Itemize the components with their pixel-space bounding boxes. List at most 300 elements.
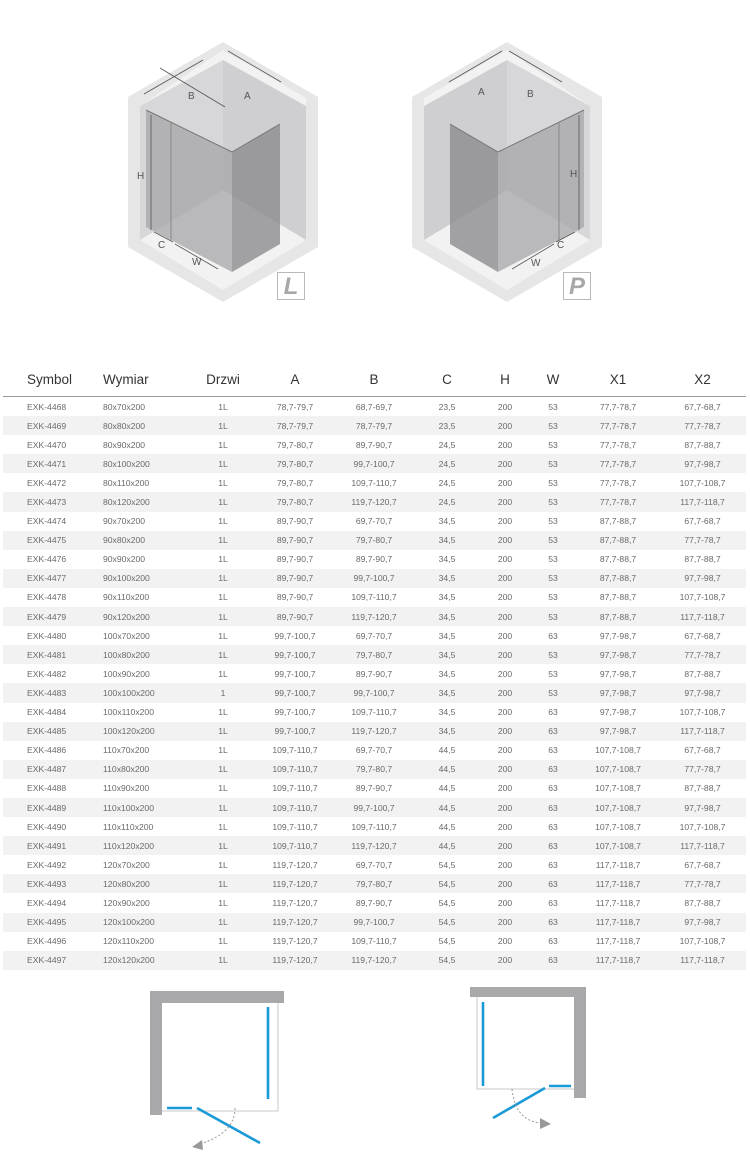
cell-x2: 107,7-108,7 <box>679 936 726 947</box>
table-row <box>3 855 746 874</box>
cell-symbol: EXK-4489 <box>3 798 95 817</box>
cell-w: 63 <box>548 821 558 832</box>
wall-top <box>150 991 284 1003</box>
cell-b: 69,7-70,7 <box>355 859 393 870</box>
cell-b: 79,7-80,7 <box>335 760 413 779</box>
cell-symbol: EXK-4476 <box>27 554 67 565</box>
wall-right <box>574 987 586 1098</box>
cell-wymiar: 90x70x200 <box>103 516 146 527</box>
cell-symbol: EXK-4488 <box>27 783 67 794</box>
cell-c: 24,5 <box>413 454 481 473</box>
cell-x2: 107,7-108,7 <box>679 477 726 488</box>
cell-symbol: EXK-4495 <box>3 913 95 932</box>
cell-h: 200 <box>497 783 513 794</box>
header-a: A <box>255 362 335 397</box>
cell-symbol: EXK-4472 <box>27 477 67 488</box>
cell-x1: 107,7-108,7 <box>595 821 641 832</box>
table-row <box>3 951 746 970</box>
cell-c: 24,5 <box>413 492 481 511</box>
cell-a: 119,7-120,7 <box>255 951 335 970</box>
cell-h: 200 <box>497 897 513 908</box>
cell-symbol: EXK-4471 <box>3 454 95 473</box>
table-row <box>3 512 746 531</box>
cell-w: 53 <box>529 531 577 550</box>
cell-x1: 117,7-118,7 <box>595 936 641 947</box>
cell-wymiar: 120x70x200 <box>103 859 150 870</box>
cell-x1: 87,7-88,7 <box>577 569 659 588</box>
cell-c: 44,5 <box>438 783 456 794</box>
cell-a: 109,7-110,7 <box>272 783 318 794</box>
cell-x1: 87,7-88,7 <box>577 607 659 626</box>
cell-x2: 67,7-68,7 <box>684 745 721 756</box>
cell-x1: 107,7-108,7 <box>577 760 659 779</box>
cell-c: 54,5 <box>438 897 456 908</box>
cell-wymiar: 80x120x200 <box>95 492 191 511</box>
dim-label-a: A <box>244 91 251 102</box>
table-row <box>3 874 746 893</box>
cell-h: 200 <box>481 951 529 970</box>
cell-w: 63 <box>529 798 577 817</box>
orientation-badge-right: P <box>563 272 591 300</box>
cell-h: 200 <box>481 607 529 626</box>
cell-c: 23,5 <box>438 401 456 412</box>
cell-symbol: EXK-4479 <box>3 607 95 626</box>
cell-x2: 67,7-68,7 <box>684 630 721 641</box>
cell-h: 200 <box>481 492 529 511</box>
cell-h: 200 <box>481 722 529 741</box>
cell-x2: 117,7-118,7 <box>659 836 746 855</box>
cell-x2: 107,7-108,7 <box>679 592 726 603</box>
table-row <box>3 836 746 855</box>
table-header-row <box>3 362 746 397</box>
header-drzwi: Drzwi <box>191 362 255 397</box>
cell-x1: 77,7-78,7 <box>577 416 659 435</box>
cell-a: 89,7-90,7 <box>255 531 335 550</box>
cell-a: 79,7-80,7 <box>276 477 314 488</box>
cell-x2: 107,7-108,7 <box>679 707 726 718</box>
dim-label-b: B <box>527 89 534 100</box>
shower-enclosure-left-diagram <box>128 42 318 302</box>
cell-c: 24,5 <box>438 439 456 450</box>
shower-enclosure-right-diagram <box>412 42 602 302</box>
cell-x1: 87,7-88,7 <box>599 554 637 565</box>
cell-x1: 117,7-118,7 <box>595 897 641 908</box>
header-h: H <box>481 362 529 397</box>
cell-w: 63 <box>548 897 558 908</box>
cell-h: 200 <box>497 516 513 527</box>
cell-w: 63 <box>548 745 558 756</box>
cell-a: 89,7-90,7 <box>255 607 335 626</box>
cell-b: 119,7-120,7 <box>335 951 413 970</box>
cell-b: 99,7-100,7 <box>335 569 413 588</box>
table-row <box>3 893 746 912</box>
cell-b: 89,7-90,7 <box>355 897 393 908</box>
cell-drzwi: 1L <box>218 668 228 679</box>
cell-x2: 67,7-68,7 <box>684 859 721 870</box>
table-row <box>3 473 746 492</box>
door-glass <box>493 1088 545 1118</box>
floor-plan-left <box>140 983 300 1153</box>
cell-b: 79,7-80,7 <box>335 531 413 550</box>
tray-outline <box>162 1003 278 1111</box>
table-row <box>3 588 746 607</box>
cell-w: 63 <box>548 783 558 794</box>
cell-x1: 87,7-88,7 <box>577 531 659 550</box>
cell-b: 99,7-100,7 <box>335 454 413 473</box>
header-w: W <box>529 362 577 397</box>
cell-a: 79,7-80,7 <box>276 439 314 450</box>
cell-w: 53 <box>529 416 577 435</box>
dim-label-c: C <box>557 240 565 251</box>
cell-h: 200 <box>481 836 529 855</box>
cell-x1: 97,7-98,7 <box>577 683 659 702</box>
cell-h: 200 <box>481 760 529 779</box>
orientation-badge-left: L <box>277 272 305 300</box>
cell-symbol: EXK-4494 <box>27 897 67 908</box>
cell-c: 34,5 <box>438 668 456 679</box>
cell-c: 24,5 <box>438 477 456 488</box>
cell-b: 109,7-110,7 <box>351 707 397 718</box>
table-row <box>3 817 746 836</box>
cell-a: 99,7-100,7 <box>274 630 316 641</box>
dim-label-c: C <box>158 240 166 251</box>
cell-a: 119,7-120,7 <box>272 936 318 947</box>
cell-c: 34,5 <box>438 630 456 641</box>
table-row <box>3 397 746 417</box>
cell-wymiar: 100x90x200 <box>103 668 150 679</box>
cell-b: 69,7-70,7 <box>355 516 393 527</box>
cell-wymiar: 100x100x200 <box>95 683 191 702</box>
cell-a: 99,7-100,7 <box>274 707 316 718</box>
table-row <box>3 722 746 741</box>
cell-w: 53 <box>548 439 558 450</box>
cell-h: 200 <box>497 936 513 947</box>
cell-drzwi: 1L <box>191 416 255 435</box>
floor-plan-right <box>465 982 595 1132</box>
cell-w: 53 <box>529 645 577 664</box>
table-row <box>3 760 746 779</box>
table-row <box>3 626 746 645</box>
table-row <box>3 683 746 702</box>
cell-x2: 67,7-68,7 <box>684 401 721 412</box>
table-row <box>3 454 746 473</box>
cell-b: 99,7-100,7 <box>335 683 413 702</box>
cell-x1: 77,7-78,7 <box>599 401 637 412</box>
cell-h: 200 <box>481 645 529 664</box>
cell-h: 200 <box>497 401 513 412</box>
cell-drzwi: 1L <box>191 798 255 817</box>
cell-x2: 77,7-78,7 <box>659 645 746 664</box>
cell-a: 89,7-90,7 <box>276 554 314 565</box>
cell-c: 34,5 <box>413 683 481 702</box>
cell-w: 53 <box>548 668 558 679</box>
cell-drzwi: 1L <box>218 516 228 527</box>
cell-x1: 77,7-78,7 <box>599 477 637 488</box>
cell-x2: 117,7-118,7 <box>659 951 746 970</box>
cell-b: 69,7-70,7 <box>355 630 393 641</box>
cell-wymiar: 80x110x200 <box>103 477 150 488</box>
cell-w: 53 <box>529 683 577 702</box>
cell-wymiar: 110x90x200 <box>103 783 150 794</box>
wall-left <box>150 991 162 1115</box>
table-row <box>3 932 746 951</box>
cell-symbol: EXK-4493 <box>3 874 95 893</box>
cell-b: 68,7-69,7 <box>355 401 393 412</box>
cell-w: 53 <box>529 492 577 511</box>
cell-x1: 97,7-98,7 <box>599 707 637 718</box>
cell-symbol: EXK-4469 <box>3 416 95 435</box>
header-x2: X2 <box>659 362 746 397</box>
cell-symbol: EXK-4482 <box>27 668 67 679</box>
cell-w: 53 <box>548 477 558 488</box>
cell-x2: 87,7-88,7 <box>684 554 721 565</box>
cell-x2: 117,7-118,7 <box>659 722 746 741</box>
cell-h: 200 <box>497 439 513 450</box>
cell-wymiar: 110x110x200 <box>103 821 154 832</box>
cell-symbol: EXK-4475 <box>3 531 95 550</box>
cell-c: 44,5 <box>438 745 456 756</box>
dim-label-h: H <box>137 171 145 182</box>
cell-b: 89,7-90,7 <box>355 668 393 679</box>
cell-drzwi: 1L <box>218 745 228 756</box>
cell-x1: 117,7-118,7 <box>577 913 659 932</box>
cell-b: 79,7-80,7 <box>335 645 413 664</box>
cell-drzwi: 1L <box>191 874 255 893</box>
cell-symbol: EXK-4492 <box>27 859 67 870</box>
cell-wymiar: 110x120x200 <box>95 836 191 855</box>
cell-w: 53 <box>548 516 558 527</box>
cell-a: 78,7-79,7 <box>276 401 314 412</box>
cell-c: 34,5 <box>413 645 481 664</box>
cell-drzwi: 1L <box>191 836 255 855</box>
cell-b: 119,7-120,7 <box>335 492 413 511</box>
table-row <box>3 779 746 798</box>
cell-c: 34,5 <box>413 722 481 741</box>
cell-c: 54,5 <box>438 936 456 947</box>
cell-wymiar: 120x80x200 <box>95 874 191 893</box>
cell-drzwi: 1L <box>218 401 228 412</box>
cell-drzwi: 1L <box>191 722 255 741</box>
cell-symbol: EXK-4496 <box>27 936 67 947</box>
cell-w: 63 <box>529 760 577 779</box>
cell-c: 34,5 <box>438 707 456 718</box>
cell-x1: 97,7-98,7 <box>599 630 637 641</box>
cell-c: 34,5 <box>413 569 481 588</box>
cell-h: 200 <box>481 454 529 473</box>
dim-label-b: B <box>188 91 195 102</box>
door-glass <box>197 1108 260 1143</box>
cell-c: 44,5 <box>413 836 481 855</box>
cell-symbol: EXK-4483 <box>3 683 95 702</box>
cell-h: 200 <box>481 874 529 893</box>
cell-a: 79,7-80,7 <box>255 454 335 473</box>
cell-a: 109,7-110,7 <box>272 745 318 756</box>
cell-w: 53 <box>548 401 558 412</box>
cell-x2: 97,7-98,7 <box>659 454 746 473</box>
cell-c: 23,5 <box>413 416 481 435</box>
tray-outline <box>477 997 574 1089</box>
cell-c: 44,5 <box>413 798 481 817</box>
cell-a: 99,7-100,7 <box>255 722 335 741</box>
cell-symbol: EXK-4478 <box>27 592 67 603</box>
cell-c: 34,5 <box>413 607 481 626</box>
cell-b: 78,7-79,7 <box>335 416 413 435</box>
cell-wymiar: 90x110x200 <box>103 592 150 603</box>
cell-drzwi: 1L <box>218 439 228 450</box>
cell-drzwi: 1L <box>218 783 228 794</box>
cell-symbol: EXK-4484 <box>27 707 67 718</box>
cell-c: 34,5 <box>438 592 456 603</box>
cell-symbol: EXK-4497 <box>3 951 95 970</box>
cell-c: 34,5 <box>438 516 456 527</box>
cell-wymiar: 120x90x200 <box>103 897 150 908</box>
cell-symbol: EXK-4470 <box>27 439 67 450</box>
cell-b: 99,7-100,7 <box>335 798 413 817</box>
table-row <box>3 531 746 550</box>
cell-c: 44,5 <box>438 821 456 832</box>
cell-wymiar: 100x120x200 <box>95 722 191 741</box>
cell-x2: 87,7-88,7 <box>684 897 721 908</box>
cell-x1: 77,7-78,7 <box>577 454 659 473</box>
cell-x1: 97,7-98,7 <box>577 645 659 664</box>
cell-drzwi: 1L <box>191 760 255 779</box>
cell-wymiar: 90x90x200 <box>103 554 146 565</box>
header-b: B <box>335 362 413 397</box>
cell-x2: 87,7-88,7 <box>684 783 721 794</box>
cell-c: 44,5 <box>413 760 481 779</box>
cell-c: 34,5 <box>438 554 456 565</box>
cell-drzwi: 1L <box>191 607 255 626</box>
cell-x2: 87,7-88,7 <box>684 668 721 679</box>
arrow-head <box>192 1140 203 1150</box>
cell-a: 109,7-110,7 <box>255 760 335 779</box>
cell-a: 119,7-120,7 <box>272 859 318 870</box>
cell-drzwi: 1L <box>218 477 228 488</box>
cell-b: 89,7-90,7 <box>355 439 393 450</box>
cell-x1: 117,7-118,7 <box>577 874 659 893</box>
cell-a: 79,7-80,7 <box>255 492 335 511</box>
cell-x2: 97,7-98,7 <box>659 569 746 588</box>
header-wymiar: Wymiar <box>95 362 191 397</box>
cell-x2: 117,7-118,7 <box>659 607 746 626</box>
cell-drzwi: 1L <box>218 592 228 603</box>
table-row <box>3 416 746 435</box>
cell-wymiar: 80x100x200 <box>95 454 191 473</box>
cell-x2: 87,7-88,7 <box>684 439 721 450</box>
cell-symbol: EXK-4481 <box>3 645 95 664</box>
cell-b: 119,7-120,7 <box>335 836 413 855</box>
dim-label-a: A <box>478 87 485 98</box>
cell-drzwi: 1L <box>218 707 228 718</box>
cell-b: 89,7-90,7 <box>355 554 393 565</box>
cell-a: 89,7-90,7 <box>255 569 335 588</box>
cell-b: 109,7-110,7 <box>351 821 397 832</box>
cell-x1: 107,7-108,7 <box>595 745 641 756</box>
cell-x2: 77,7-78,7 <box>659 760 746 779</box>
cell-wymiar: 80x90x200 <box>103 439 146 450</box>
cell-x2: 97,7-98,7 <box>659 913 746 932</box>
cell-wymiar: 120x120x200 <box>95 951 191 970</box>
cell-drzwi: 1L <box>191 645 255 664</box>
arrow-head <box>540 1118 551 1129</box>
cell-h: 200 <box>497 554 513 565</box>
table-row <box>3 607 746 626</box>
cell-h: 200 <box>497 745 513 756</box>
cell-drzwi: 1L <box>218 630 228 641</box>
cell-b: 89,7-90,7 <box>355 783 393 794</box>
cell-w: 53 <box>529 569 577 588</box>
dim-label-w: W <box>192 257 202 268</box>
cell-a: 99,7-100,7 <box>255 683 335 702</box>
cell-drzwi: 1L <box>191 492 255 511</box>
cell-a: 99,7-100,7 <box>255 645 335 664</box>
cell-h: 200 <box>481 531 529 550</box>
cell-x2: 77,7-78,7 <box>659 416 746 435</box>
cell-symbol: EXK-4485 <box>3 722 95 741</box>
table-row <box>3 741 746 760</box>
cell-x1: 117,7-118,7 <box>577 951 659 970</box>
cell-a: 99,7-100,7 <box>274 668 316 679</box>
cell-drzwi: 1L <box>218 554 228 565</box>
cell-x1: 87,7-88,7 <box>599 592 637 603</box>
table-row <box>3 492 746 511</box>
cell-w: 63 <box>529 836 577 855</box>
cell-wymiar: 80x70x200 <box>103 401 146 412</box>
cell-x2: 77,7-78,7 <box>659 874 746 893</box>
cell-symbol: EXK-4487 <box>3 760 95 779</box>
cell-drzwi: 1L <box>191 454 255 473</box>
header-c: C <box>413 362 481 397</box>
cell-x2: 107,7-108,7 <box>679 821 726 832</box>
cell-x1: 77,7-78,7 <box>577 492 659 511</box>
dim-label-w: W <box>531 258 541 269</box>
cell-a: 119,7-120,7 <box>255 913 335 932</box>
cell-a: 109,7-110,7 <box>272 821 318 832</box>
table-row <box>3 550 746 569</box>
cell-x1: 107,7-108,7 <box>595 783 641 794</box>
cell-wymiar: 120x110x200 <box>103 936 154 947</box>
cell-w: 63 <box>548 859 558 870</box>
cell-x2: 97,7-98,7 <box>659 683 746 702</box>
cell-a: 89,7-90,7 <box>276 592 314 603</box>
cell-wymiar: 90x100x200 <box>95 569 191 588</box>
cell-h: 200 <box>481 913 529 932</box>
table-row <box>3 664 746 683</box>
cell-x2: 77,7-78,7 <box>659 531 746 550</box>
cell-a: 119,7-120,7 <box>272 897 318 908</box>
cell-b: 119,7-120,7 <box>335 722 413 741</box>
cell-symbol: EXK-4490 <box>27 821 67 832</box>
cell-x1: 107,7-108,7 <box>577 798 659 817</box>
cell-symbol: EXK-4486 <box>27 745 67 756</box>
cell-h: 200 <box>481 569 529 588</box>
cell-c: 54,5 <box>413 951 481 970</box>
cell-w: 53 <box>529 607 577 626</box>
cell-drzwi: 1 <box>191 683 255 702</box>
cell-drzwi: 1L <box>191 531 255 550</box>
cell-w: 63 <box>529 874 577 893</box>
cell-h: 200 <box>481 798 529 817</box>
cell-wymiar: 110x70x200 <box>103 745 150 756</box>
cell-a: 78,7-79,7 <box>255 416 335 435</box>
cell-symbol: EXK-4480 <box>27 630 67 641</box>
cell-x1: 107,7-108,7 <box>577 836 659 855</box>
cell-symbol: EXK-4473 <box>3 492 95 511</box>
cell-wymiar: 90x120x200 <box>95 607 191 626</box>
cell-w: 63 <box>548 707 558 718</box>
cell-x1: 97,7-98,7 <box>599 668 637 679</box>
table-row <box>3 798 746 817</box>
